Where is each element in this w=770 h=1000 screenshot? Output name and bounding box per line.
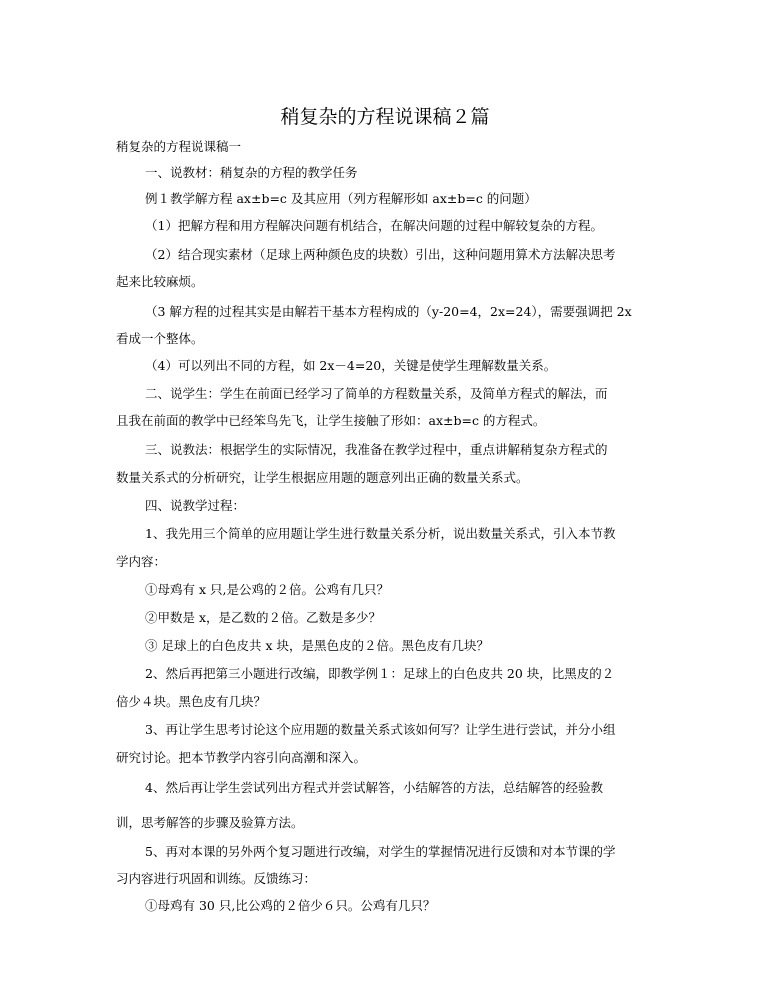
paragraph-line: 例１教学解方程 ax±b=c 及其应用（列方程解形如 ax±b=c 的问题） (145, 191, 537, 206)
paragraph-line: ①母鸡有 x 只,是公鸡的２倍。公鸡有几只？ (145, 582, 389, 597)
paragraph-line: 三、说教法：根据学生的实际情况，我准备在教学过程中，重点讲解稍复杂方程式的 (145, 442, 608, 457)
paragraph-line: 学内容： (116, 554, 167, 569)
paragraph-line: 看成一个整体。 (116, 331, 204, 346)
paragraph-line: ②甲数是 x，是乙数的２倍。乙数是多少？ (145, 610, 382, 625)
document-title: 稍复杂的方程说课稿２篇 (280, 106, 490, 128)
paragraph-line: 4、然后再让学生尝试列出方程式并尝试解答，小结解答的方法，总结解答的经验教 (145, 780, 603, 795)
paragraph-line: （2）结合现实素材（足球上两种颜色皮的块数）引出，这种问题用算术方法解决思考 (145, 247, 616, 262)
paragraph-line: 且我在前面的教学中已经笨鸟先飞，让学生接触了形如：ax±b=c 的方程式。 (116, 413, 546, 428)
paragraph-line: 1、我先用三个简单的应用题让学生进行数量关系分析，说出数量关系式，引入本节教 (145, 526, 616, 541)
section-heading: 稍复杂的方程说课稿一 (116, 139, 242, 154)
paragraph-line: 2、然后再把第三小题进行改编，即教学例１：足球上的白色皮共 20 块，比黑皮的２ (145, 666, 615, 681)
paragraph-line: 习内容进行巩固和训练。反馈练习： (116, 871, 317, 886)
paragraph-line: 四、说教学过程： (145, 498, 246, 513)
paragraph-line: （1）把解方程和用方程解决问题有机结合，在解决问题的过程中解较复杂的方程。 (145, 218, 603, 233)
paragraph-line: （4）可以列出不同的方程，如 2x－4=20，关键是使学生理解数量关系。 (145, 358, 557, 373)
paragraph-line: 研究讨论。把本节教学内容引向高潮和深入。 (116, 750, 367, 765)
paragraph-line: 3、再让学生思考讨论这个应用题的数量关系式该如何写？让学生进行尝试，并分小组 (145, 722, 616, 737)
paragraph-line: 起来比较麻烦。 (116, 274, 204, 289)
paragraph-line: （3 解方程的过程其实是由解若干基本方程构成的（y-20=4，2x=24），需要强调把 2x (145, 304, 632, 319)
paragraph-line: ③ 足球上的白色皮共 x 块，是黑色皮的２倍。黑色皮有几块？ (145, 638, 489, 653)
paragraph-line: 训，思考解答的步骤及验算方法。 (116, 815, 304, 830)
paragraph-line: ①母鸡有 30 只,比公鸡的２倍少６只。公鸡有几只？ (145, 898, 436, 913)
paragraph-line: 二、说学生：学生在前面已经学习了简单的方程数量关系，及简单方程式的解法，而 (145, 386, 608, 401)
paragraph-line: 倍少４块。黑色皮有几块？ (116, 694, 267, 709)
paragraph-line: 5、再对本课的另外两个复习题进行改编，对学生的掌握情况进行反馈和对本节课的学 (145, 844, 616, 859)
paragraph-line: 一、说教材：稍复杂的方程的教学任务 (145, 165, 358, 180)
paragraph-line: 数量关系式的分析研究，让学生根据应用题的题意列出正确的数量关系式。 (116, 470, 529, 485)
